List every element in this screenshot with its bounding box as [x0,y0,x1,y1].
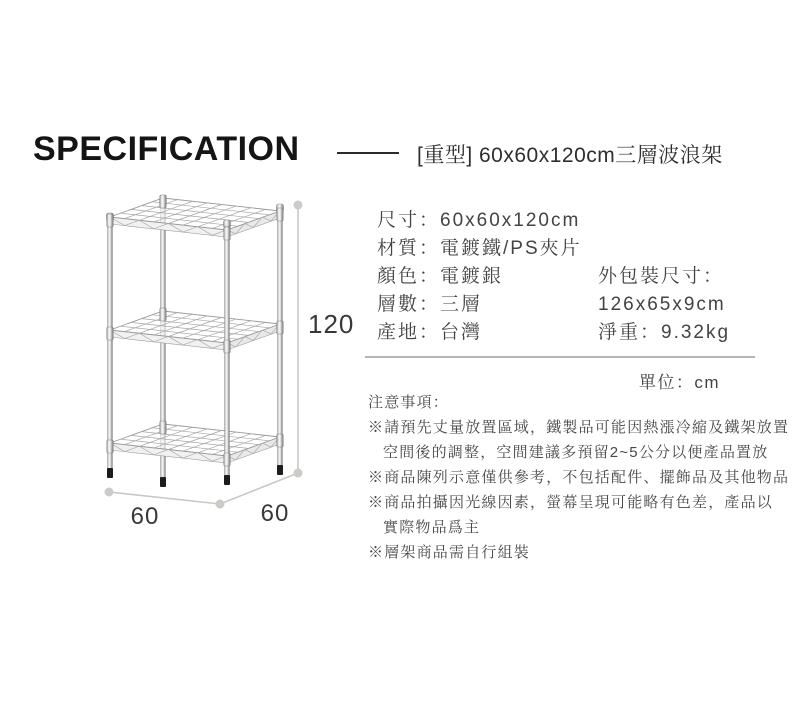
note-line: 空間後的調整，空間建議多預留2~5公分以便產品置放 [383,444,769,461]
notes-section [368,390,789,565]
rack-shelf-top [110,198,280,237]
unit-note: 單位：cm [638,373,720,392]
dimension-label-width: 60 [130,503,160,530]
spec-row-origin: 產地：台灣 [377,322,483,343]
spec-list-left [377,207,582,347]
note-line: ※商品陳列示意僅供參考，不包括配件、擺飾品及其他物品 [368,469,790,486]
product-subtitle: [重型] 60x60x120cm三層波浪架 [417,144,723,167]
title-separator-line [337,152,399,154]
spec-row-package-size-label: 外包裝尺寸： [598,266,725,287]
rack-shelf-bottom [110,424,280,463]
note-line: ※層架商品需自行組裝 [368,544,531,561]
section-divider [365,356,755,358]
page-title: SPECIFICATION [33,130,300,168]
spec-row-package-size-value: 126x65x9cm [598,294,726,315]
note-line: ※商品拍攝因光線因素，螢幕呈現可能略有色差，產品以 [368,494,774,511]
dimension-endpoint-dots [105,201,303,509]
spec-row-size: 尺寸：60x60x120cm [377,210,581,231]
spec-list-right [598,263,730,347]
spec-row-color: 顏色：電鍍銀 [377,266,504,287]
rack-shelf-middle [110,311,280,350]
spec-row-material: 材質：電鍍鐵/PS夾片 [377,238,582,259]
spec-row-tiers: 層數：三層 [377,294,483,315]
dimension-label-height: 120 [308,309,355,339]
note-line: 實際物品爲主 [383,519,481,536]
product-rack-illustration [85,190,365,550]
note-line: ※請預先丈量放置區域，鐵製品可能因熱漲冷縮及鐵架放置 [368,419,790,436]
rack-post-front-left [107,213,114,478]
notes-title: 注意事項： [368,394,450,411]
dimension-label-depth: 60 [260,500,290,527]
spec-row-net-weight: 淨重：9.32kg [598,322,731,343]
